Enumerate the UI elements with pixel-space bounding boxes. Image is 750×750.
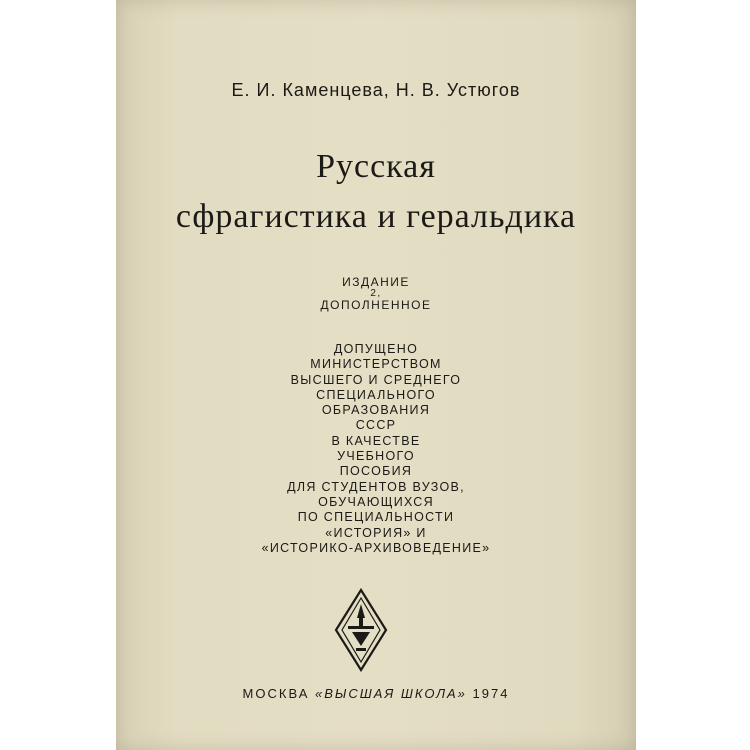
imprint-city: МОСКВА [242, 686, 310, 701]
approval-line: МИНИСТЕРСТВОМ [310, 357, 442, 372]
imprint [116, 686, 636, 701]
approval-line: ВЫСШЕГО И СРЕДНЕГО [290, 372, 462, 387]
approval-line: «ИСТОРИЯ» И [325, 525, 427, 540]
approval-line: ПО СПЕЦИАЛЬНОСТИ [297, 510, 455, 525]
approval-line: СПЕЦИАЛЬНОГО [316, 387, 436, 402]
imprint-year: 1974 [472, 686, 510, 701]
approval-line: ДЛЯ СТУДЕНТОВ ВУЗОВ, [287, 479, 465, 494]
approval-block [116, 342, 636, 556]
title-page [116, 0, 636, 750]
publisher-emblem-icon [334, 588, 388, 672]
approval-line: ОБУЧАЮЩИХСЯ [318, 494, 434, 509]
title-line-2: сфрагистика и геральдика [175, 198, 577, 235]
approval-line: ДОПУЩЕНО [333, 342, 419, 356]
approval-line: «ИСТОРИКО-АРХИВОВЕДЕНИЕ» [261, 540, 491, 555]
title-line-1: Русская [316, 148, 436, 185]
approval-line: ОБРАЗОВАНИЯ [321, 403, 431, 418]
edition-kind: ДОПОЛНЕННОЕ [320, 298, 432, 312]
authors: Е. И. Каменцева, Н. В. Устюгов [231, 80, 521, 100]
edition-word: ИЗДАНИЕ [342, 275, 410, 289]
edition-block [116, 276, 636, 312]
imprint-publisher: «ВЫСШАЯ ШКОЛА» [314, 686, 467, 701]
approval-line: В КАЧЕСТВЕ [331, 433, 421, 448]
approval-line: УЧЕБНОГО [337, 449, 415, 464]
approval-line: ПОСОБИЯ [339, 464, 413, 479]
edition-number: 2, [370, 288, 382, 299]
approval-line: СССР [355, 418, 397, 433]
